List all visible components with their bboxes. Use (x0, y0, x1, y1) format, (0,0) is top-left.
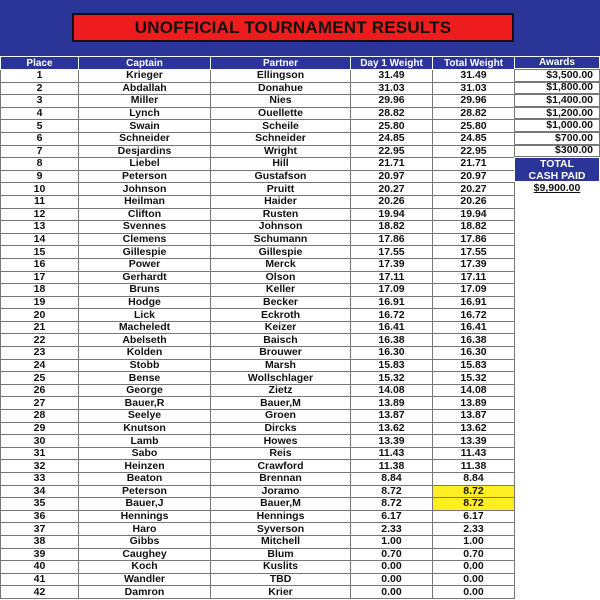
cell-total: 11.38 (433, 460, 515, 473)
table-row (1, 233, 515, 246)
cell-day1: 31.49 (351, 70, 433, 83)
cell-total: 20.97 (433, 170, 515, 183)
header-row (1, 57, 515, 70)
cell-total: 24.85 (433, 132, 515, 145)
award-amount: $700.00 (514, 132, 600, 145)
cell-total: 8.72 (433, 485, 515, 498)
cell-total: 16.41 (433, 321, 515, 334)
cell-day1: 8.72 (351, 485, 433, 498)
header-awards: Awards (514, 56, 600, 69)
cell-captain: Heilman (79, 195, 211, 208)
table-row (1, 70, 515, 83)
cell-place: 39 (1, 548, 79, 561)
cell-captain: Johnson (79, 183, 211, 196)
cell-day1: 20.26 (351, 195, 433, 208)
total-cash-paid-label (514, 157, 600, 182)
cell-partner: Keizer (211, 321, 351, 334)
table-row (1, 460, 515, 473)
table-row (1, 535, 515, 548)
table-row (1, 321, 515, 334)
cell-partner: Wollschlager (211, 372, 351, 385)
cell-place: 35 (1, 498, 79, 511)
cell-place: 25 (1, 372, 79, 385)
cell-day1: 1.00 (351, 535, 433, 548)
table-row (1, 195, 515, 208)
cell-day1: 0.70 (351, 548, 433, 561)
table-row (1, 397, 515, 410)
table-row (1, 120, 515, 133)
cell-partner: Bauer,M (211, 397, 351, 410)
cell-partner: Dircks (211, 422, 351, 435)
table-row (1, 372, 515, 385)
table-row (1, 359, 515, 372)
cell-partner: TBD (211, 573, 351, 586)
award-amount: $1,200.00 (514, 107, 600, 120)
cell-place: 27 (1, 397, 79, 410)
cell-partner: Johnson (211, 221, 351, 234)
cell-day1: 0.00 (351, 586, 433, 599)
cell-place: 3 (1, 95, 79, 108)
cell-total: 8.84 (433, 473, 515, 486)
table-row (1, 586, 515, 599)
cell-place: 13 (1, 221, 79, 234)
cell-place: 4 (1, 107, 79, 120)
cell-partner: Keller (211, 284, 351, 297)
cell-day1: 13.62 (351, 422, 433, 435)
table-row (1, 510, 515, 523)
page-title: UNOFFICIAL TOURNAMENT RESULTS (72, 13, 514, 42)
cell-total: 25.80 (433, 120, 515, 133)
cell-day1: 15.32 (351, 372, 433, 385)
cell-total: 2.33 (433, 523, 515, 536)
cell-partner: Joramo (211, 485, 351, 498)
cell-place: 22 (1, 334, 79, 347)
cell-day1: 2.33 (351, 523, 433, 536)
cell-partner: Hill (211, 158, 351, 171)
award-amount: $3,500.00 (514, 69, 600, 82)
cell-captain: Macheledt (79, 321, 211, 334)
cell-total: 13.89 (433, 397, 515, 410)
cell-captain: Bense (79, 372, 211, 385)
cell-total: 1.00 (433, 535, 515, 548)
cell-total: 16.38 (433, 334, 515, 347)
cell-place: 2 (1, 82, 79, 95)
cell-place: 23 (1, 347, 79, 360)
table-row (1, 145, 515, 158)
cell-day1: 13.39 (351, 435, 433, 448)
award-amount: $300.00 (514, 145, 600, 158)
cell-place: 37 (1, 523, 79, 536)
table-row (1, 498, 515, 511)
cell-place: 5 (1, 120, 79, 133)
cell-place: 14 (1, 233, 79, 246)
header-place: Place (1, 57, 79, 70)
cell-total: 20.27 (433, 183, 515, 196)
cell-captain: Abdallah (79, 82, 211, 95)
cell-day1: 0.00 (351, 561, 433, 574)
cell-place: 18 (1, 284, 79, 297)
cell-captain: Clemens (79, 233, 211, 246)
cell-partner: Haider (211, 195, 351, 208)
table-row (1, 435, 515, 448)
cell-place: 38 (1, 535, 79, 548)
cell-captain: Hennings (79, 510, 211, 523)
cell-place: 1 (1, 70, 79, 83)
cell-partner: Krier (211, 586, 351, 599)
table-row (1, 107, 515, 120)
cell-day1: 8.72 (351, 498, 433, 511)
header-captain: Captain (79, 57, 211, 70)
cell-total: 21.71 (433, 158, 515, 171)
table-row (1, 334, 515, 347)
cell-captain: Gibbs (79, 535, 211, 548)
cell-total: 20.26 (433, 195, 515, 208)
cell-partner: Blum (211, 548, 351, 561)
cell-partner: Rusten (211, 208, 351, 221)
table-row (1, 158, 515, 171)
cell-place: 30 (1, 435, 79, 448)
cell-partner: Eckroth (211, 309, 351, 322)
table-row (1, 447, 515, 460)
table-row (1, 485, 515, 498)
cell-total: 31.49 (433, 70, 515, 83)
header-partner: Partner (211, 57, 351, 70)
cell-total: 17.39 (433, 258, 515, 271)
table-row (1, 410, 515, 423)
cell-place: 42 (1, 586, 79, 599)
total-cash-paid-amount: $9,900.00 (533, 182, 581, 195)
table-row (1, 473, 515, 486)
table-row (1, 561, 515, 574)
table-row (1, 422, 515, 435)
cell-captain: Knutson (79, 422, 211, 435)
cell-total: 14.08 (433, 384, 515, 397)
cell-total: 0.00 (433, 561, 515, 574)
cell-partner: Groen (211, 410, 351, 423)
cell-day1: 13.89 (351, 397, 433, 410)
cell-partner: Ellingson (211, 70, 351, 83)
cell-day1: 21.71 (351, 158, 433, 171)
award-amount: $1,800.00 (514, 82, 600, 95)
table-row (1, 384, 515, 397)
cell-partner: Olson (211, 271, 351, 284)
cell-day1: 8.84 (351, 473, 433, 486)
cell-captain: Swain (79, 120, 211, 133)
cell-total: 19.94 (433, 208, 515, 221)
cell-total: 29.96 (433, 95, 515, 108)
awards-column (514, 56, 600, 195)
cell-day1: 18.82 (351, 221, 433, 234)
cell-partner: Bauer,M (211, 498, 351, 511)
cell-place: 21 (1, 321, 79, 334)
cell-day1: 20.97 (351, 170, 433, 183)
table-row (1, 246, 515, 259)
cell-partner: Brennan (211, 473, 351, 486)
cell-captain: Clifton (79, 208, 211, 221)
cell-total: 18.82 (433, 221, 515, 234)
table-row (1, 132, 515, 145)
cell-total: 0.00 (433, 573, 515, 586)
cell-captain: Gerhardt (79, 271, 211, 284)
cell-captain: Peterson (79, 170, 211, 183)
cell-partner: Reis (211, 447, 351, 460)
cell-day1: 28.82 (351, 107, 433, 120)
cell-partner: Merck (211, 258, 351, 271)
cell-day1: 16.91 (351, 296, 433, 309)
cell-place: 19 (1, 296, 79, 309)
cell-place: 31 (1, 447, 79, 460)
cell-day1: 22.95 (351, 145, 433, 158)
award-amount: $1,400.00 (514, 94, 600, 107)
cell-partner: Syverson (211, 523, 351, 536)
cell-captain: Lamb (79, 435, 211, 448)
cell-day1: 14.08 (351, 384, 433, 397)
results-body (1, 70, 515, 599)
cell-day1: 16.41 (351, 321, 433, 334)
cell-place: 12 (1, 208, 79, 221)
table-row (1, 309, 515, 322)
cell-partner: Gustafson (211, 170, 351, 183)
table-row (1, 170, 515, 183)
cell-place: 17 (1, 271, 79, 284)
cell-place: 7 (1, 145, 79, 158)
cell-place: 34 (1, 485, 79, 498)
table-row (1, 271, 515, 284)
cell-place: 9 (1, 170, 79, 183)
table-row (1, 95, 515, 108)
cell-place: 20 (1, 309, 79, 322)
total-label-line2: CASH PAID (528, 169, 586, 182)
cell-place: 33 (1, 473, 79, 486)
cell-day1: 15.83 (351, 359, 433, 372)
table-row (1, 548, 515, 561)
table-row (1, 573, 515, 586)
cell-total: 28.82 (433, 107, 515, 120)
cell-place: 10 (1, 183, 79, 196)
title-banner (0, 0, 600, 56)
cell-place: 29 (1, 422, 79, 435)
cell-captain: Hodge (79, 296, 211, 309)
cell-captain: Peterson (79, 485, 211, 498)
cell-day1: 17.86 (351, 233, 433, 246)
cell-partner: Hennings (211, 510, 351, 523)
cell-total: 11.43 (433, 447, 515, 460)
results-table (0, 56, 515, 599)
table-row (1, 284, 515, 297)
cell-total: 16.72 (433, 309, 515, 322)
cell-partner: Donahue (211, 82, 351, 95)
table-row (1, 208, 515, 221)
cell-captain: Sabo (79, 447, 211, 460)
total-label-line1: TOTAL (539, 157, 575, 170)
table-row (1, 296, 515, 309)
cell-partner: Crawford (211, 460, 351, 473)
cell-partner: Becker (211, 296, 351, 309)
cell-captain: Bruns (79, 284, 211, 297)
cell-day1: 24.85 (351, 132, 433, 145)
cell-day1: 20.27 (351, 183, 433, 196)
cell-captain: Lick (79, 309, 211, 322)
cell-day1: 11.43 (351, 447, 433, 460)
table-row (1, 523, 515, 536)
cell-total: 17.55 (433, 246, 515, 259)
cell-total: 15.32 (433, 372, 515, 385)
cell-captain: Power (79, 258, 211, 271)
cell-partner: Scheile (211, 120, 351, 133)
cell-partner: Gillespie (211, 246, 351, 259)
cell-place: 24 (1, 359, 79, 372)
cell-total: 17.09 (433, 284, 515, 297)
cell-partner: Schumann (211, 233, 351, 246)
cell-day1: 29.96 (351, 95, 433, 108)
cell-place: 26 (1, 384, 79, 397)
cell-total: 13.62 (433, 422, 515, 435)
table-row (1, 258, 515, 271)
header-day1-weight: Day 1 Weight (351, 57, 433, 70)
cell-day1: 31.03 (351, 82, 433, 95)
cell-captain: Svennes (79, 221, 211, 234)
cell-partner: Zietz (211, 384, 351, 397)
cell-day1: 16.38 (351, 334, 433, 347)
cell-day1: 19.94 (351, 208, 433, 221)
cell-partner: Nies (211, 95, 351, 108)
award-amount: $1,000.00 (514, 119, 600, 132)
cell-captain: Gillespie (79, 246, 211, 259)
cell-total: 16.91 (433, 296, 515, 309)
cell-day1: 13.87 (351, 410, 433, 423)
cell-day1: 16.30 (351, 347, 433, 360)
cell-captain: Lynch (79, 107, 211, 120)
cell-place: 32 (1, 460, 79, 473)
cell-captain: Bauer,J (79, 498, 211, 511)
header-total-weight: Total Weight (433, 57, 515, 70)
cell-day1: 17.09 (351, 284, 433, 297)
cell-partner: Kuslits (211, 561, 351, 574)
cell-captain: Bauer,R (79, 397, 211, 410)
cell-day1: 17.55 (351, 246, 433, 259)
cell-day1: 17.11 (351, 271, 433, 284)
cell-partner: Brouwer (211, 347, 351, 360)
cell-total: 8.72 (433, 498, 515, 511)
table-row (1, 347, 515, 360)
cell-partner: Schneider (211, 132, 351, 145)
cell-captain: Kolden (79, 347, 211, 360)
cell-captain: Desjardins (79, 145, 211, 158)
cell-partner: Marsh (211, 359, 351, 372)
cell-captain: Haro (79, 523, 211, 536)
cell-captain: Damron (79, 586, 211, 599)
cell-captain: Krieger (79, 70, 211, 83)
cell-partner: Wright (211, 145, 351, 158)
cell-place: 15 (1, 246, 79, 259)
cell-total: 13.39 (433, 435, 515, 448)
cell-place: 28 (1, 410, 79, 423)
cell-partner: Mitchell (211, 535, 351, 548)
cell-total: 22.95 (433, 145, 515, 158)
cell-captain: Schneider (79, 132, 211, 145)
cell-captain: Heinzen (79, 460, 211, 473)
awards-list (514, 69, 600, 157)
cell-day1: 25.80 (351, 120, 433, 133)
cell-total: 15.83 (433, 359, 515, 372)
cell-day1: 0.00 (351, 573, 433, 586)
cell-captain: George (79, 384, 211, 397)
cell-captain: Caughey (79, 548, 211, 561)
cell-place: 41 (1, 573, 79, 586)
cell-captain: Seelye (79, 410, 211, 423)
cell-place: 16 (1, 258, 79, 271)
cell-total: 13.87 (433, 410, 515, 423)
cell-day1: 17.39 (351, 258, 433, 271)
cell-total: 17.86 (433, 233, 515, 246)
cell-place: 11 (1, 195, 79, 208)
cell-partner: Baisch (211, 334, 351, 347)
cell-captain: Liebel (79, 158, 211, 171)
cell-day1: 6.17 (351, 510, 433, 523)
table-row (1, 183, 515, 196)
cell-place: 40 (1, 561, 79, 574)
cell-captain: Stobb (79, 359, 211, 372)
cell-captain: Beaton (79, 473, 211, 486)
cell-total: 17.11 (433, 271, 515, 284)
cell-captain: Koch (79, 561, 211, 574)
cell-place: 36 (1, 510, 79, 523)
cell-day1: 11.38 (351, 460, 433, 473)
cell-place: 6 (1, 132, 79, 145)
cell-partner: Pruitt (211, 183, 351, 196)
cell-captain: Miller (79, 95, 211, 108)
cell-day1: 16.72 (351, 309, 433, 322)
cell-total: 31.03 (433, 82, 515, 95)
table-row (1, 221, 515, 234)
table-row (1, 82, 515, 95)
cell-partner: Ouellette (211, 107, 351, 120)
cell-total: 0.00 (433, 586, 515, 599)
cell-place: 8 (1, 158, 79, 171)
cell-captain: Wandler (79, 573, 211, 586)
cell-total: 16.30 (433, 347, 515, 360)
cell-partner: Howes (211, 435, 351, 448)
cell-total: 0.70 (433, 548, 515, 561)
cell-captain: Abelseth (79, 334, 211, 347)
cell-total: 6.17 (433, 510, 515, 523)
